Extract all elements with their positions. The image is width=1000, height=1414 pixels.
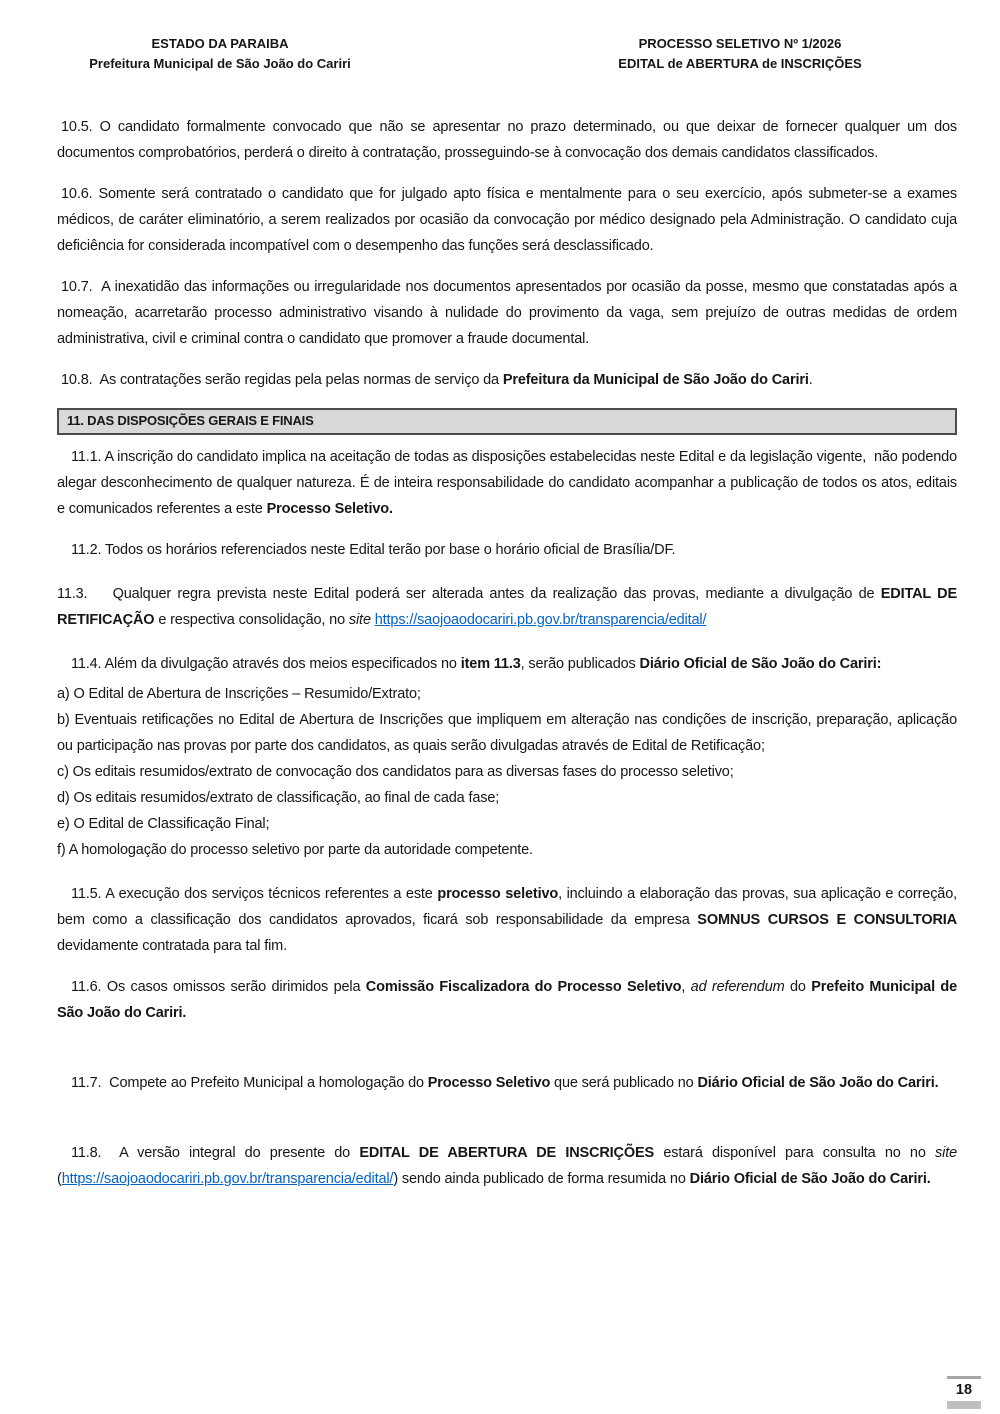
paragraph-10-6: [57, 181, 957, 259]
text-segment: Comissão Fiscalizadora do Processo Seletivo: [365, 979, 682, 995]
text-segment: 10.5. O candidato formalmente convocado que não se apresentar no prazo determinado, ou que deixar de fornecer qualquer um dos documentos comprobatórios, perderá o direito à contratação, prosseguindo-se à convocação dos demais candidatos classificados.: [57, 119, 957, 161]
text-segment: Prefeitura da Municipal de São João do Cariri: [502, 372, 809, 388]
text-segment: 11.3. Qualquer regra prevista neste Edital poderá ser alterada antes da realização das provas, mediante a divulgação de: [57, 586, 881, 602]
text-segment: estará disponível para consulta no no: [654, 1145, 936, 1161]
text-segment: 10.8. As contratações serão regidas pela pelas normas de serviço da: [61, 372, 503, 388]
paragraph-11-5: [57, 881, 957, 959]
list-item-a: [57, 681, 957, 707]
header-right-block: [590, 34, 890, 74]
text-segment: 11.5. A execução dos serviços técnicos referentes a este: [71, 886, 438, 902]
municipality-name: Prefeitura Municipal de São João do Cariri: [89, 56, 351, 71]
paragraph-11-8: [57, 1140, 957, 1192]
text-segment: e respectiva consolidação, no: [154, 612, 349, 628]
paragraph-10-8: [57, 367, 957, 393]
text-segment: e) O Edital de Classificação Final;: [57, 816, 270, 832]
text-segment: a) O Edital de Abertura de Inscrições – Resumido/Extrato;: [57, 686, 421, 702]
text-segment: , serão publicados: [520, 656, 640, 672]
text-segment: EDITAL DE ABERTURA DE INSCRIÇÕES: [359, 1145, 655, 1161]
text-segment: 11.1. A inscrição do candidato implica na aceitação de todas as disposições estabelecidas neste Edital e da legislação vigente, não podendo alegar desconhecimento de qualquer natureza. É de inteira responsabilidade do candidato acompanhar a publicação de todos os atos, editais e comunicados referentes a este: [57, 449, 957, 517]
paragraph-10-7: [57, 274, 957, 352]
section-heading: 11. DAS DISPOSIÇÕES GERAIS E FINAIS: [67, 413, 314, 428]
text-segment: ,: [681, 979, 691, 995]
list-item-f: [57, 837, 957, 863]
text-segment: b) Eventuais retificações no Edital de Abertura de Inscrições que impliquem em alteração nas condições de inscrição, preparação, aplicação ou participação nas provas por parte dos candidatos, as quais serão divulgadas através de Edital de Retificação;: [57, 712, 957, 754]
state-name: ESTADO DA PARAIBA: [151, 36, 289, 51]
text-segment: 10.6. Somente será contratado o candidato que for julgado apto física e mentalmente para o seu exercício, após submeter-se a exames médicos, de caráter eliminatório, a serem realizados por ocasião da convocação por médico designado pela Administração. O candidato cuja deficiência for considerada incompatível com o desempenho das funções será desclassificado.: [57, 186, 957, 254]
text-segment: devidamente contratada para tal fim.: [57, 938, 287, 954]
text-segment: item 11.3: [460, 656, 521, 672]
text-segment: do: [784, 979, 812, 995]
text-segment: Diário Oficial de São João do Cariri.: [689, 1171, 931, 1187]
page-number: 18: [955, 1382, 973, 1398]
paragraph-11-6: [57, 974, 957, 1026]
page-footer: [947, 1376, 981, 1409]
text-segment: ad referendum: [690, 979, 785, 995]
text-segment: 11.4. Além da divulgação através dos meios especificados no: [71, 656, 461, 672]
paragraph-11-4: [57, 651, 957, 677]
header-left-block: [70, 34, 370, 74]
paragraph-11-1: [57, 444, 957, 522]
list-item-d: [57, 785, 957, 811]
footer-bottom-bar: [947, 1401, 981, 1409]
paragraph-11-2: [57, 537, 957, 563]
text-segment: que será publicado no: [550, 1075, 698, 1091]
document-body: [0, 114, 1000, 1192]
text-segment: .: [808, 372, 813, 388]
section-heading-box: [57, 408, 957, 435]
hyperlink[interactable]: https://saojoaodocariri.pb.gov.br/transparencia/edital/: [61, 1171, 394, 1187]
text-segment: 10.7. A inexatidão das informações ou irregularidade nos documentos apresentados por ocasião da posse, mesmo que constatadas após a nomeação, acarretarão processo administrativo visando à nulidade do provimento da vaga, sem prejuízo de outras medidas de ordem administrativa, civil e criminal contra o candidato que promover a fraude documental.: [57, 279, 957, 347]
text-segment: f) A homologação do processo seletivo por parte da autoridade competente.: [57, 842, 533, 858]
text-segment: EDITAL DE RETIFICAÇÃO: [57, 586, 957, 628]
text-segment: site: [935, 1145, 957, 1161]
text-segment: , incluindo a elaboração das provas, sua aplicação e correção, bem como a classificação dos candidatos aprovados, ficará sob responsabilidade da empresa: [57, 886, 958, 928]
paragraph-11-7: [57, 1070, 957, 1096]
text-segment: 11.6. Os casos omissos serão dirimidos pela: [71, 979, 366, 995]
text-segment: Prefeito Municipal de São João do Cariri.: [57, 979, 957, 1021]
hyperlink[interactable]: https://saojoaodocariri.pb.gov.br/transparencia/edital/: [374, 612, 707, 628]
paragraph-11-3: [57, 581, 957, 633]
text-segment: c) Os editais resumidos/extrato de convocação dos candidatos para as diversas fases do processo seletivo;: [57, 764, 734, 780]
text-segment: site: [348, 612, 371, 628]
list-item-e: [57, 811, 957, 837]
text-segment: Processo Seletivo: [427, 1075, 551, 1091]
text-segment: d) Os editais resumidos/extrato de classificação, ao final de cada fase;: [57, 790, 500, 806]
text-segment: (: [57, 1171, 62, 1187]
text-segment: 11.8. A versão integral do presente do: [71, 1145, 360, 1161]
text-segment: 11.2. Todos os horários referenciados neste Edital terão por base o horário oficial de Brasília/DF.: [71, 542, 676, 558]
text-segment: Processo Seletivo.: [266, 501, 393, 517]
process-title: PROCESSO SELETIVO Nº 1/2026: [638, 36, 842, 51]
paragraph-10-5: [57, 114, 957, 166]
text-segment: Diário Oficial de São João do Cariri:: [639, 656, 882, 672]
document-header: [0, 0, 1000, 74]
text-segment: SOMNUS CURSOS E CONSULTORIA: [697, 912, 957, 928]
text-segment: ) sendo ainda publicado de forma resumida no: [393, 1171, 690, 1187]
text-segment: processo seletivo: [437, 886, 559, 902]
list-item-c: [57, 759, 957, 785]
edital-title: EDITAL de ABERTURA de INSCRIÇÕES: [618, 56, 862, 71]
text-segment: Diário Oficial de São João do Cariri.: [697, 1075, 939, 1091]
publication-list: [57, 681, 957, 863]
list-item-b: [57, 707, 957, 759]
text-segment: 11.7. Compete ao Prefeito Municipal a homologação do: [71, 1075, 428, 1091]
